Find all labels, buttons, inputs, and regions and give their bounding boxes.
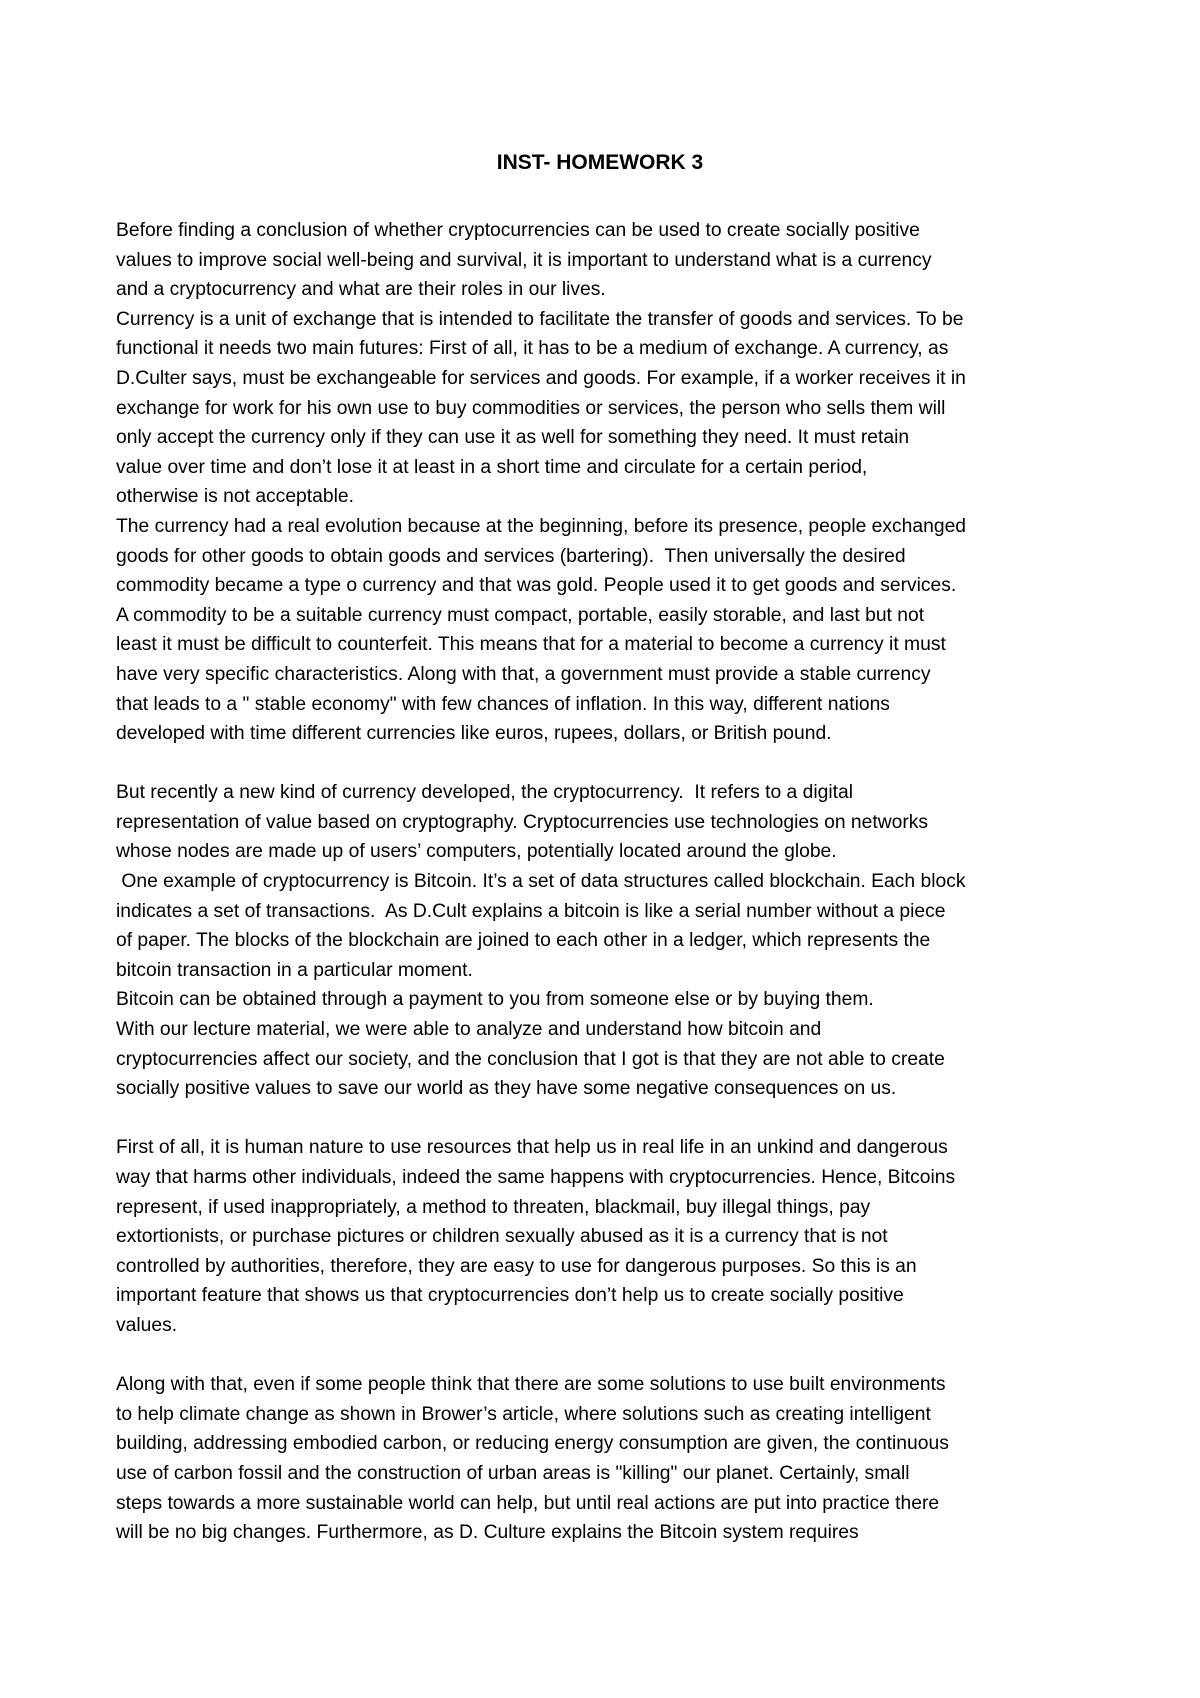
- text-line: Before finding a conclusion of whether cryptocurrencies can be used to create socially positive: [116, 220, 920, 241]
- text-line: building, addressing embodied carbon, or reducing energy consumption are given, the continuous: [116, 1433, 949, 1455]
- text-line: values.: [116, 1314, 178, 1336]
- text-line: First of all, it is human nature to use resources that help us in real life in an unkind and dangerous: [116, 1137, 948, 1159]
- text-line: D.Culter says, must be exchangeable for services and goods. For example, if a worker receives it in: [116, 367, 966, 389]
- text-line: represent, if used inappropriately, a method to threaten, blackmail, buy illegal things, pay: [116, 1196, 871, 1218]
- text-line: otherwise is not acceptable.: [116, 486, 354, 508]
- text-line: and a cryptocurrency and what are their roles in our lives.: [116, 279, 606, 301]
- text-line: A commodity to be a suitable currency must compact, portable, easily storable, and last but not: [116, 604, 925, 626]
- text-line: Currency is a unit of exchange that is intended to facilitate the transfer of goods and services. To be: [116, 308, 964, 330]
- text-line: values to improve social well-being and survival, it is important to understand what is a currency: [116, 249, 932, 271]
- text-line: have very specific characteristics. Along with that, a government must provide a stable currency: [116, 663, 931, 685]
- text-line: commodity became a type o currency and that was gold. People used it to get goods and services.: [116, 575, 957, 597]
- text-line: One example of cryptocurrency is Bitcoin. It’s a set of data structures called blockchain. Each block: [116, 871, 966, 893]
- text-line: developed with time different currencies like euros, rupees, dollars, or British pound.: [116, 723, 832, 745]
- paragraph-gap: [116, 1104, 1106, 1134]
- text-line: socially positive values to save our world as they have some negative consequences on us.: [116, 1078, 897, 1100]
- document-title: INST- HOMEWORK 3: [496, 151, 704, 174]
- text-line: important feature that shows us that cryptocurrencies don’t help us to create socially positive: [116, 1285, 904, 1307]
- document-body: [116, 216, 1106, 1548]
- paragraph-gap: [116, 749, 1106, 779]
- text-line: that leads to a " stable economy" with few chances of inflation. In this way, different nations: [116, 693, 890, 715]
- text-line: cryptocurrencies affect our society, and the conclusion that I got is that they are not able to create: [116, 1048, 945, 1070]
- text-line: controlled by authorities, therefore, they are easy to use for dangerous purposes. So this is an: [116, 1255, 917, 1277]
- text-line: goods for other goods to obtain goods and services (bartering). Then universally the desired: [116, 545, 906, 567]
- text-line: exchange for work for his own use to buy commodities or services, the person who sells them will: [116, 397, 946, 419]
- text-line: to help climate change as shown in Brower’s article, where solutions such as creating intelligent: [116, 1403, 931, 1425]
- text-line: functional it needs two main futures: First of all, it has to be a medium of exchange. A currency, as: [116, 338, 949, 360]
- text-line: only accept the currency only if they can use it as well for something they need. It must retain: [116, 427, 910, 449]
- text-line: value over time and don’t lose it at least in a short time and circulate for a certain period,: [116, 456, 868, 478]
- text-line: But recently a new kind of currency developed, the cryptocurrency. It refers to a digital: [116, 782, 853, 804]
- text-line: way that harms other individuals, indeed the same happens with cryptocurrencies. Hence, Bitcoins: [116, 1167, 956, 1188]
- text-line: The currency had a real evolution because at the beginning, before its presence, people exchanged: [116, 515, 967, 537]
- text-line: will be no big changes. Furthermore, as D. Culture explains the Bitcoin system requires: [116, 1522, 859, 1544]
- text-line: whose nodes are made up of users’ computers, potentially located around the globe.: [116, 841, 837, 863]
- text-line: steps towards a more sustainable world can help, but until real actions are put into practice there: [116, 1492, 940, 1514]
- text-line: Along with that, even if some people think that there are some solutions to use built environments: [116, 1374, 946, 1396]
- text-line: indicates a set of transactions. As D.Cult explains a bitcoin is like a serial number without a piece: [116, 900, 946, 922]
- paragraph-gap: [116, 1341, 1106, 1371]
- text-line: With our lecture material, we were able to analyze and understand how bitcoin and: [116, 1019, 822, 1041]
- text-line: bitcoin transaction in a particular moment.: [116, 959, 473, 981]
- text-line: Bitcoin can be obtained through a payment to you from someone else or by buying them.: [116, 989, 874, 1011]
- text-line: of paper. The blocks of the blockchain are joined to each other in a ledger, which represents the: [116, 930, 931, 952]
- text-line: representation of value based on cryptography. Cryptocurrencies use technologies on networks: [116, 811, 929, 833]
- text-line: use of carbon fossil and the construction of urban areas is "killing" our planet. Certainly, small: [116, 1462, 910, 1484]
- text-line: least it must be difficult to counterfeit. This means that for a material to become a currency it must: [116, 634, 946, 656]
- text-line: extortionists, or purchase pictures or children sexually abused as it is a currency that is not: [116, 1226, 888, 1248]
